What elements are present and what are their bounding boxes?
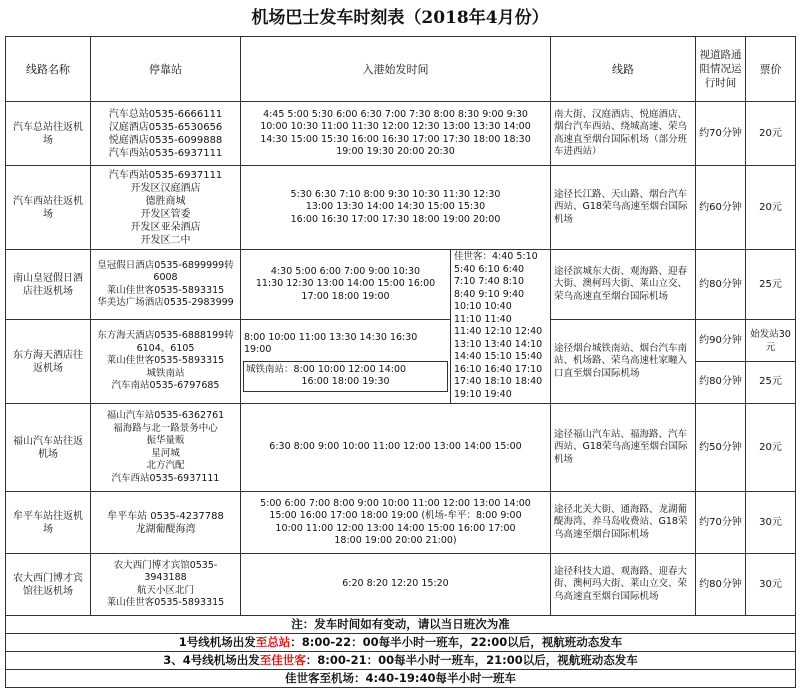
jiashike-times-cell: 佳世客：4:40 5:10 5:40 6:10 6:40 7:10 7:40 8:10 8:40 9:10 9:40 10:10 10:40 11:10 11:40 11:40 12:10 12:40 13:10 13:40 14:10 14:40 15:10 15:40 16:10 16:40 17:10 17:40 18:10 18:40 19:10 19:40 [451, 250, 551, 404]
line-cell: 途径滨城东大街、观海路、迎春大街、澳柯玛大街、莱山立交、荣乌高速直至烟台国际机场 [551, 250, 696, 320]
times-cell: 5:30 6:30 7:10 8:00 9:30 10:30 11:30 12:30 13:00 13:30 14:00 14:30 15:00 15:30 16:00 16:30 17:00 17:30 18:00 19:00 20:00 [241, 166, 551, 250]
duration-cell: 约70分钟 [696, 492, 746, 554]
duration-cell: 约60分钟 [696, 166, 746, 250]
table-row [6, 320, 796, 404]
stops-cell: 汽车总站0535-6666111 汉庭酒店0535-6530656 悦庭酒店0535-6099888 汽车西站0535-6937111 [91, 102, 241, 166]
line-cell: 途径长江路、天山路、烟台汽车西站、G18荣乌高速至烟台国际机场 [551, 166, 696, 250]
stops-cell: 汽车西站0535-6937111 开发区汉庭酒店 德胜商城 开发区管委 开发区亚朵酒店 开发区二中 [91, 166, 241, 250]
times-cell: 6:30 8:00 9:00 10:00 11:00 12:00 13:00 14:00 15:00 [241, 404, 551, 492]
fare-cell: 20元 [746, 404, 796, 492]
table-row [6, 102, 796, 166]
duration-cell: 约80分钟 [696, 250, 746, 320]
note-3: 3、4号线机场出发至佳世客：8:00-21：00每半小时一班车，21:00以后，视航班动态发车 [6, 652, 796, 670]
duration-cell: 约70分钟 [696, 102, 746, 166]
timetable [5, 36, 796, 688]
route-name: 汽车西站往返机场 [6, 166, 91, 250]
fare-cell: 30元 [746, 492, 796, 554]
line-cell: 途径烟台城铁南站、烟台汽车南站、机场路、荣乌高速杜家疃入口直至烟台国际机场 [551, 320, 696, 404]
line-cell: 途径北关大街、通海路、龙湖葡醍海湾、养马岛收费站、G18荣乌高速至烟台国际机场 [551, 492, 696, 554]
times-cell: 4:45 5:00 5:30 6:00 6:30 7:00 7:30 8:00 8:30 9:00 9:30 10:00 10:30 11:00 11:30 12:00 12:30 13:00 13:30 14:00 14:30 15:00 15:30 16:00 16:30 17:00 17:30 18:00 18:30 19:00 19:30 20:00 20:30 [241, 102, 551, 166]
line-cell: 南大街、汉庭酒店、悦庭酒店、烟台汽车西站、绕城高速、荣乌高速直至烟台国际机场（部分班车进西站） [551, 102, 696, 166]
stops-cell: 牟平车站 0535-4237788 龙湖葡醍海湾 [91, 492, 241, 554]
note-row [6, 652, 796, 670]
city-rail-south-times: 城铁南站：8:00 10:00 12:00 14:00 16:00 18:00 19:30 [243, 361, 448, 392]
times-cell: 5:00 6:00 7:00 8:00 9:00 10:00 11:00 12:00 13:00 14:00 15:00 16:00 17:00 18:00 19:00 (机场-牟平：8:00 9:00 10:00 11:00 12:00 13:00 14:00 15:00 16:00 17:00 18:00 19:00 20:00 21:00) [241, 492, 551, 554]
note-row [6, 670, 796, 688]
header-route: 线路名称 [6, 37, 91, 102]
fare-cell: 20元 [746, 102, 796, 166]
fare-cell: 20元 [746, 166, 796, 250]
note-row [6, 616, 796, 634]
note-row [6, 634, 796, 652]
fare-cell: 30元 [746, 554, 796, 616]
page-title: 机场巴士发车时刻表（2018年4月份） [251, 8, 549, 28]
route-name: 汽车总站往返机场 [6, 102, 91, 166]
note-4: 佳世客至机场：4:40-19:40每半小时一班车 [6, 670, 796, 688]
times-cell: 8:00 10:00 11:00 13:30 14:30 16:30 19:00 城铁南站：8:00 10:00 12:00 14:00 16:00 18:00 19:30 [241, 320, 451, 404]
table-row [6, 554, 796, 616]
duration-cell: 约80分钟 [696, 554, 746, 616]
fare-cell: 始发站30元 25元 [746, 320, 796, 404]
line-cell: 途径福山汽车站、福海路、汽车西站、G18荣乌高速至烟台国际机场 [551, 404, 696, 492]
line-cell: 途径科技大道、观海路、迎春大街、澳柯玛大街、莱山立交、荣乌高速直至烟台国际机场 [551, 554, 696, 616]
times-cell: 6:20 8:20 12:20 15:20 [241, 554, 551, 616]
note-2: 1号线机场出发至总站：8:00-22：00每半小时一班车，22:00以后，视航班动态发车 [6, 634, 796, 652]
table-row [6, 166, 796, 250]
note-1: 注：发车时间如有变动，请以当日班次为准 [6, 616, 796, 634]
header-times: 入港始发时间 [241, 37, 551, 102]
route-name: 农大西门博才宾馆往返机场 [6, 554, 91, 616]
header-row [6, 37, 796, 102]
header-fare: 票价 [746, 37, 796, 102]
header-line: 线路 [551, 37, 696, 102]
stops-cell: 皇冠假日酒店0535-6899999转6008 莱山佳世客0535-5893315 华美达广场酒店0535-2983999 [91, 250, 241, 320]
header-stops: 停靠站 [91, 37, 241, 102]
stops-cell: 东方海天酒店0535-6888199转6104、6105 莱山佳世客0535-5893315 城铁南站 汽车南站0535-6797685 [91, 320, 241, 404]
header-duration: 视道路通阻情况运行时间 [696, 37, 746, 102]
route-name: 东方海天酒店往返机场 [6, 320, 91, 404]
fare-cell: 25元 [746, 250, 796, 320]
route-name: 福山汽车站往返机场 [6, 404, 91, 492]
table-row [6, 250, 796, 320]
stops-cell: 农大西门博才宾馆0535-3943188 航天小区北门 莱山佳世客0535-5893315 [91, 554, 241, 616]
times-cell: 4:30 5:00 6:00 7:00 9:00 10:30 11:30 12:30 13:00 14:00 15:00 16:00 17:00 18:00 19:00 [241, 250, 451, 320]
table-row [6, 404, 796, 492]
duration-cell: 约90分钟 约80分钟 [696, 320, 746, 404]
stops-cell: 福山汽车站0535-6362761 福海路与北一路景务中心 振华量贩 星河城 北方汽配 汽车西站0535-6937111 [91, 404, 241, 492]
route-name: 南山皇冠假日酒店往返机场 [6, 250, 91, 320]
route-name: 牟平车站往返机场 [6, 492, 91, 554]
duration-cell: 约50分钟 [696, 404, 746, 492]
table-row [6, 492, 796, 554]
